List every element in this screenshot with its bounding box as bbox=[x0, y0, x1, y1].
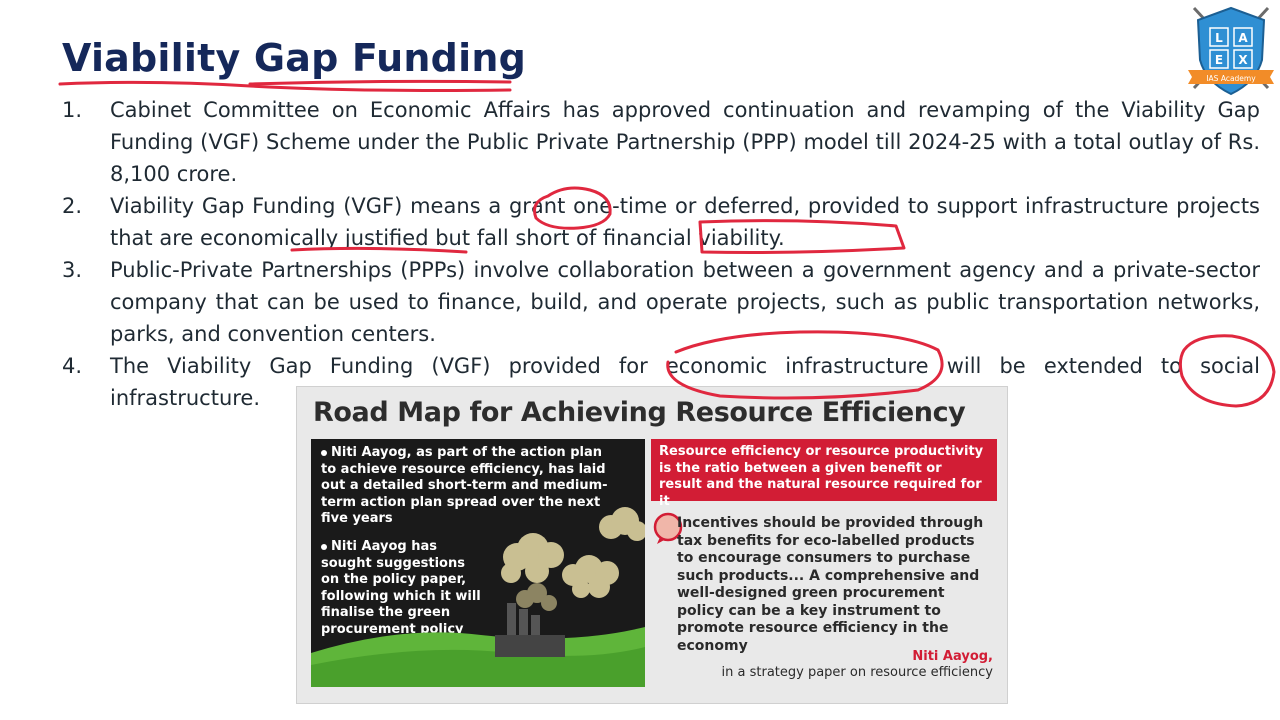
quote-source bbox=[722, 649, 993, 681]
list-item bbox=[62, 254, 1260, 350]
item-text: Cabinet Committee on Economic Affairs has approved continuation and revamping of the Viability Gap Funding (VGF) Scheme under the Public Private Partnership (PPP) model till 2024-25 with a total outlay of Rs. 8,100 crore. bbox=[110, 98, 1260, 186]
item-text: The Viability Gap Funding (VGF) provided for economic infrastructure will be extended to social infrastructure. bbox=[110, 354, 1260, 410]
left-bullet-text: Niti Aayog, as part of the action plan to achieve resource efficiency, has laid out a detailed short-term and medium-term action plan spread over the next five years bbox=[321, 445, 608, 526]
source-name: Niti Aayog, bbox=[912, 649, 993, 664]
list-item bbox=[62, 94, 1260, 190]
factory-illustration-icon bbox=[311, 439, 645, 687]
logo-letter: E bbox=[1214, 53, 1224, 67]
logo-letter: A bbox=[1238, 31, 1248, 45]
definition-box: Resource efficiency or resource productivity is the ratio between a given benefit or result and the natural resource required for it bbox=[651, 439, 997, 501]
title-underline-mark bbox=[60, 82, 510, 90]
item-number: 1. bbox=[62, 98, 83, 122]
item-number: 4. bbox=[62, 354, 83, 378]
logo-letter: X bbox=[1238, 53, 1248, 67]
quote-text: Incentives should be provided through tax benefits for eco-labelled products to encourage consumers to purchase such products... A comprehensive and well-designed green procurement policy can be a key instrument to promote resource efficiency in the economy bbox=[677, 515, 984, 654]
slide-title: Viability Gap Funding bbox=[62, 36, 526, 80]
points-list bbox=[62, 94, 1260, 414]
left-bullet-text: Niti Aayog has sought suggestions on the policy paper, following which it will finalise the green procurement policy bbox=[321, 539, 481, 637]
logo-ribbon-text: IAS Academy bbox=[1206, 74, 1256, 83]
item-text: Public-Private Partnerships (PPPs) involve collaboration between a government agency and a private-sector company that can be used to finance, build, and operate projects, such as public transportation networks, parks, and convention centers. bbox=[110, 258, 1260, 346]
infographic-left-panel bbox=[311, 439, 645, 687]
infographic-title: Road Map for Achieving Resource Efficiency bbox=[313, 397, 966, 428]
title-underline-mark bbox=[250, 81, 510, 84]
list-item bbox=[62, 190, 1260, 254]
shield-logo-icon bbox=[1186, 2, 1276, 100]
item-text: Viability Gap Funding (VGF) means a grant one-time or deferred, provided to support infrastructure projects that are economically justified but fall short of financial viability. bbox=[110, 194, 1260, 250]
item-number: 3. bbox=[62, 258, 83, 282]
infographic bbox=[296, 386, 1008, 704]
source-description: in a strategy paper on resource efficiency bbox=[721, 665, 993, 680]
laex-logo bbox=[1186, 2, 1276, 100]
logo-letter: L bbox=[1215, 31, 1223, 45]
item-number: 2. bbox=[62, 194, 83, 218]
